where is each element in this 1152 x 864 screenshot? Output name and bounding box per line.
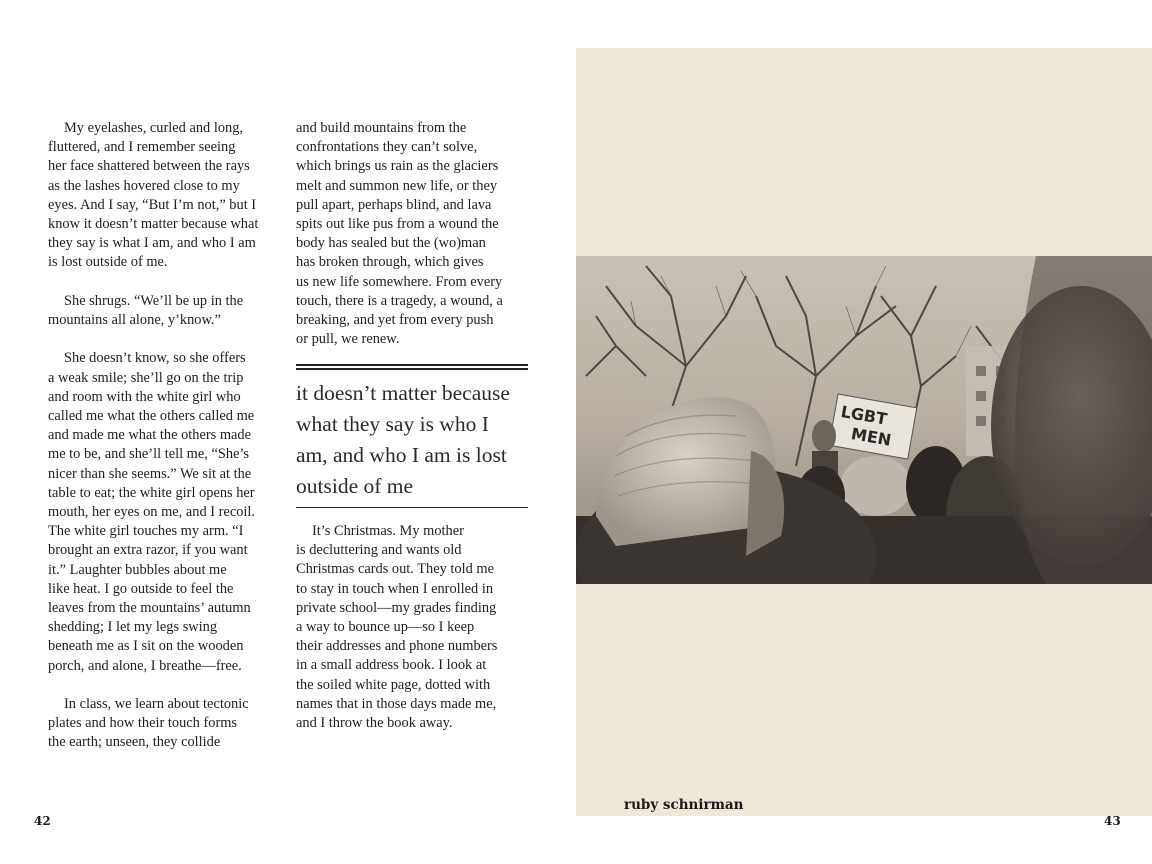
text-line: and room with the white girl who xyxy=(48,388,241,405)
woman-head xyxy=(812,420,836,452)
pull-quote-line: what they say is who I xyxy=(296,412,489,436)
text-line: a way to bounce up—so I keep xyxy=(296,619,475,636)
text-line: Christmas cards out. They told me xyxy=(296,561,494,578)
text-line: a weak smile; she’ll go on the trip xyxy=(48,369,244,386)
text-line: nicer than she seems.” We sit at the xyxy=(48,465,252,482)
sign-text-1: LGBT xyxy=(839,401,889,429)
text-line: has broken through, which gives xyxy=(296,254,484,271)
text-line: her face shattered between the rays xyxy=(48,158,250,175)
text-line: is decluttering and wants old xyxy=(296,542,462,559)
pull-quote-bottom-rule xyxy=(296,507,528,508)
pull-quote-text xyxy=(296,370,528,507)
page-number-left: 42 xyxy=(34,814,51,828)
paragraph-gap xyxy=(48,273,284,292)
text-line: beneath me as I sit on the wooden xyxy=(48,638,244,655)
text-line: and build mountains from the xyxy=(296,120,467,136)
text-line: brought an extra razor, if you want xyxy=(48,542,248,559)
page-number-right: 43 xyxy=(1104,814,1121,828)
text-line: and I throw the book away. xyxy=(296,715,453,732)
text-line: touch, there is a tragedy, a wound, a xyxy=(296,292,503,309)
text-line: The white girl touches my arm. “I xyxy=(48,523,244,540)
text-line: eyes. And I say, “But I’m not,” but I xyxy=(48,196,257,213)
pull-quote-line: it doesn’t matter because xyxy=(296,381,510,405)
text-line: which brings us rain as the glaciers xyxy=(296,158,499,175)
text-line: they say is what I am, and who I am xyxy=(48,235,256,252)
text-line: table to eat; the white girl opens her xyxy=(48,484,255,501)
text-line: porch, and alone, I breathe—free. xyxy=(48,657,242,674)
text-line: the soiled white page, dotted with xyxy=(296,676,491,693)
text-line: fluttered, and I remember seeing xyxy=(48,139,236,156)
text-line: me to be, and she’ll tell me, “She’s xyxy=(48,446,250,463)
text-line: spits out like pus from a wound the xyxy=(296,216,499,233)
sign-text-2: MEN xyxy=(849,424,893,450)
text-line: us new life somewhere. From every xyxy=(296,273,503,290)
text-line: plates and how their touch forms xyxy=(48,715,238,732)
text-line: know it doesn’t matter because what xyxy=(48,216,259,233)
text-line: My eyelashes, curled and long, xyxy=(64,120,244,136)
text-line: She doesn’t know, so she offers xyxy=(64,350,246,367)
text-line: it.” Laughter bubbles about me xyxy=(48,561,227,578)
text-line: names that in those days made me, xyxy=(296,695,497,712)
text-line: shedding; I let my legs swing xyxy=(48,619,218,636)
pull-quote-line: outside of me xyxy=(296,474,414,498)
protest-photo xyxy=(576,256,1152,584)
text-line: leaves from the mountains’ autumn xyxy=(48,600,251,617)
paragraph-gap xyxy=(48,330,284,349)
text-line: is lost outside of me. xyxy=(48,254,168,271)
paragraph-gap xyxy=(48,676,284,695)
text-line: pull apart, perhaps blind, and lava xyxy=(296,196,492,213)
text-line: mountains all alone, y’know.” xyxy=(48,312,221,329)
text-line: mouth, her eyes on me, and I recoil. xyxy=(48,504,255,521)
author-name: ruby schnirman xyxy=(624,797,744,813)
text-line: It’s Christmas. My mother xyxy=(312,523,464,539)
text-line: breaking, and yet from every push xyxy=(296,312,494,329)
middle-text-column-bottom xyxy=(296,522,528,733)
text-line: called me what the others called me xyxy=(48,408,255,425)
text-line: body has sealed but the (wo)man xyxy=(296,235,486,252)
text-line: in a small address book. I look at xyxy=(296,657,487,674)
text-line: melt and summon new life, or they xyxy=(296,177,498,194)
text-line: private school—my grades finding xyxy=(296,599,497,616)
text-line: to stay in touch when I enrolled in xyxy=(296,580,494,597)
text-line: In class, we learn about tectonic xyxy=(64,696,249,713)
text-line: as the lashes hovered close to my xyxy=(48,177,240,194)
left-text-column xyxy=(48,119,284,753)
text-line: She shrugs. “We’ll be up in the xyxy=(64,292,244,309)
text-line: confrontations they can’t solve, xyxy=(296,139,478,156)
text-line: the earth; unseen, they collide xyxy=(48,734,221,751)
pull-quote xyxy=(296,364,528,508)
text-line: and made me what the others made xyxy=(48,427,251,444)
pull-quote-line: am, and who I am is lost xyxy=(296,443,507,467)
text-line: like heat. I go outside to feel the xyxy=(48,580,234,597)
middle-text-column-top xyxy=(296,119,528,349)
text-line: their addresses and phone numbers xyxy=(296,638,498,655)
text-line: or pull, we renew. xyxy=(296,331,400,348)
